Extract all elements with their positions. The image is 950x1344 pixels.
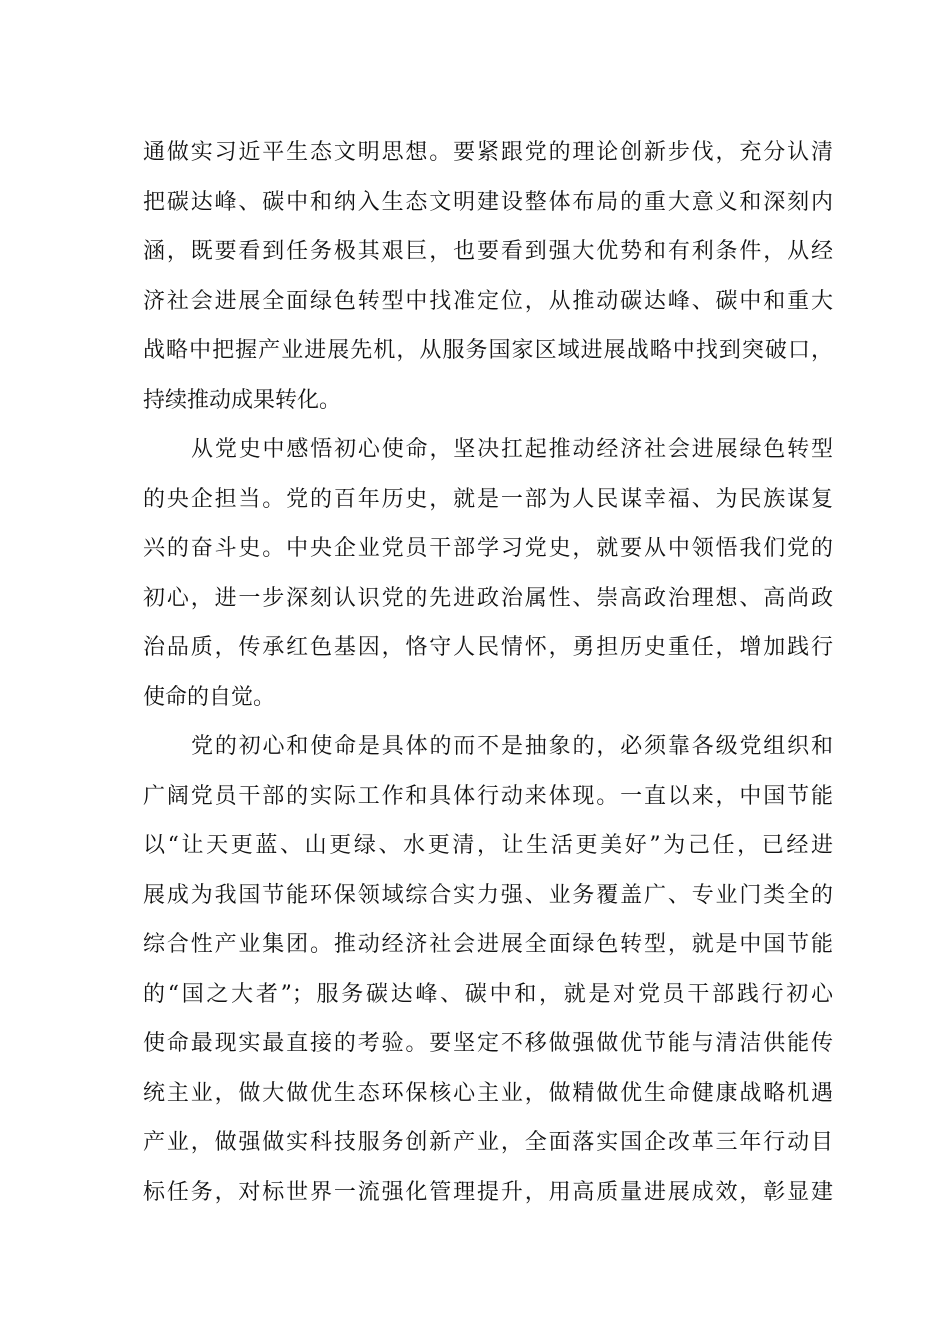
text-line: 统主业，做大做优生态环保核心主业，做精做优生命健康战略机遇 [143, 1080, 833, 1106]
text-line: 展成为我国节能环保领域综合实力强、业务覆盖广、专业门类全的 [143, 882, 833, 908]
text-line: 产业，做强做实科技服务创新产业，全面落实国企改革三年行动目 [143, 1130, 833, 1155]
text-line: 兴的奋斗史。中央企业党员干部学习党史，就要从中领悟我们党的 [143, 536, 833, 561]
text-line: 初心，进一步深刻认识党的先进政治属性、崇高政治理想、高尚政 [143, 585, 833, 611]
text-line: 的央企担当。党的百年历史，就是一部为人民谋幸福、为民族谋复 [143, 486, 833, 512]
text-line: 把碳达峰、碳中和纳入生态文明建设整体布局的重大意义和深刻内 [143, 189, 833, 215]
text-line: 的“国之大者”；服务碳达峰、碳中和，就是对党员干部践行初心 [143, 981, 833, 1007]
text-line: 以“让天更蓝、山更绿、水更清，让生活更美好”为己任，已经进 [143, 833, 833, 858]
text-line: 战略中把握产业进展先机，从服务国家区域进展战略中找到突破口， [143, 338, 833, 363]
text-line: 使命的自觉。 [143, 684, 276, 710]
text-line: 通做实习近平生态文明思想。要紧跟党的理论创新步伐，充分认清 [143, 140, 833, 165]
text-line: 持续推动成果转化。 [143, 387, 342, 413]
text-line: 标任务，对标世界一流强化管理提升，用高质量进展成效，彰显建 [143, 1179, 833, 1205]
text-line: 涵，既要看到任务极其艰巨，也要看到强大优势和有利条件，从经 [143, 239, 833, 264]
paragraph-first-line: 党的初心和使命是具体的而不是抽象的，必须靠各级党组织和 [191, 734, 833, 759]
text-line: 综合性产业集团。推动经济社会进展全面绿色转型，就是中国节能 [143, 932, 833, 957]
text-line: 使命最现实最直接的考验。要坚定不移做强做优节能与清洁供能传 [143, 1031, 833, 1056]
paragraph-first-line: 从党史中感悟初心使命，坚决扛起推动经济社会进展绿色转型 [191, 437, 833, 462]
text-line: 广阔党员干部的实际工作和具体行动来体现。一直以来，中国节能 [143, 783, 833, 809]
text-line: 治品质，传承红色基因，恪守人民情怀，勇担历史重任，增加践行 [143, 635, 833, 660]
document-body [143, 128, 833, 1217]
text-line: 济社会进展全面绿色转型中找准定位，从推动碳达峰、碳中和重大 [143, 288, 833, 314]
